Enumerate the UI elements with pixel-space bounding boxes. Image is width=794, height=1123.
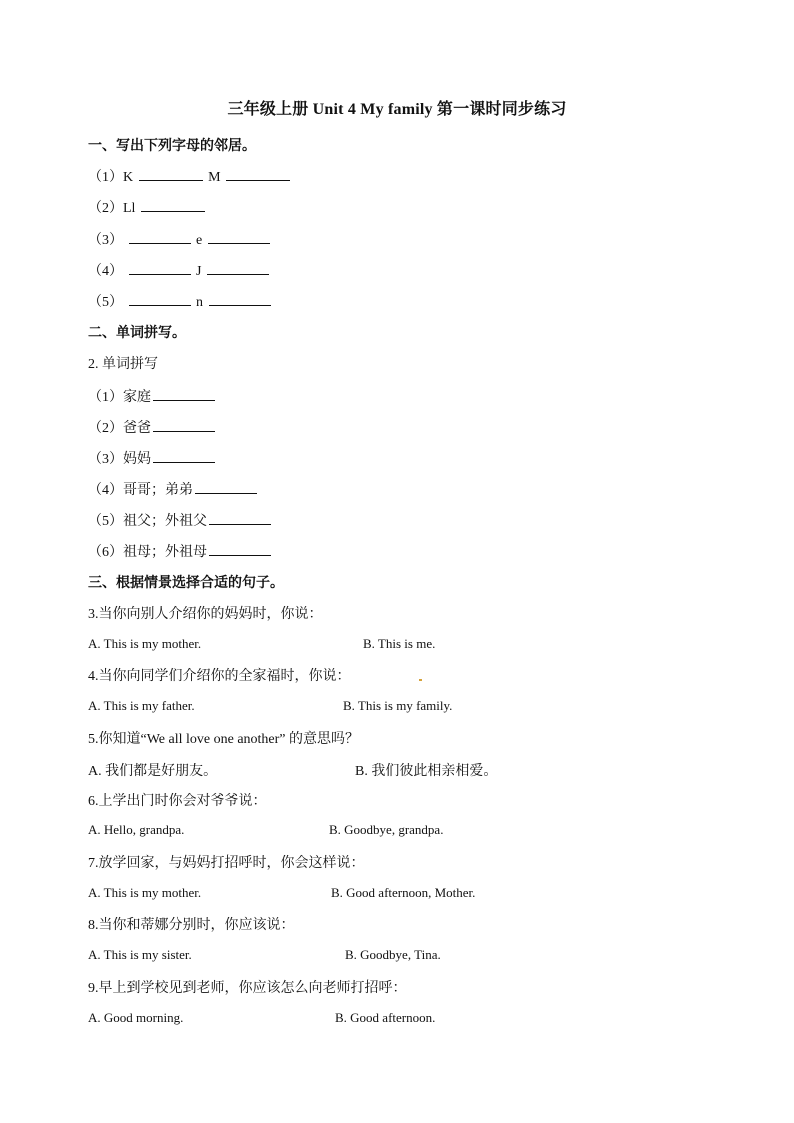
item-number: （1） <box>88 170 123 185</box>
spelling-item-4 <box>88 479 259 499</box>
item-number: （4） <box>88 264 123 279</box>
answer-blank[interactable] <box>207 273 269 275</box>
option-a[interactable]: A. Good morning. <box>88 1010 184 1025</box>
item-letter: J <box>196 264 202 279</box>
item-number: （3） <box>88 233 123 248</box>
item-number: （3） <box>88 452 123 467</box>
item-number: （2） <box>88 421 123 436</box>
item-number: （5） <box>88 514 123 529</box>
answer-blank[interactable] <box>129 273 191 275</box>
option-a[interactable]: A. This is my mother. <box>88 636 202 651</box>
answer-blank[interactable] <box>209 523 271 525</box>
item-number: （2） <box>88 201 123 216</box>
question-8: 8.当你和蒂娜分别时，你应该说： <box>88 918 295 933</box>
letter-item-5 <box>88 291 273 311</box>
item-word: 祖父；外祖父 <box>123 514 207 529</box>
item-word: 家庭 <box>123 390 151 405</box>
option-b[interactable]: B. This is my family. <box>343 698 453 713</box>
option-a[interactable]: A. This is my mother. <box>88 885 202 900</box>
item-word: 祖母；外祖母 <box>123 545 207 560</box>
item-number: （5） <box>88 295 123 310</box>
answer-blank[interactable] <box>129 304 191 306</box>
section-3-heading: 三、根据情景选择合适的句子。 <box>88 576 284 591</box>
answer-blank[interactable] <box>195 492 257 494</box>
question-6: 6.上学出门时你会对爷爷说： <box>88 794 267 809</box>
item-letter: K <box>123 170 134 185</box>
item-letter: e <box>196 233 203 248</box>
letter-item-4 <box>88 260 271 280</box>
answer-blank[interactable] <box>208 242 270 244</box>
item-letter: M <box>208 170 221 185</box>
answer-blank[interactable] <box>129 242 191 244</box>
question-9: 9.早上到学校见到老师，你应该怎么向老师打招呼： <box>88 981 407 996</box>
spelling-item-3 <box>88 448 217 468</box>
option-b[interactable]: B. Goodbye, grandpa. <box>329 822 444 837</box>
answer-blank[interactable] <box>139 179 203 181</box>
section-2-heading: 二、单词拼写。 <box>88 326 186 341</box>
option-b[interactable]: B. Good afternoon, Mother. <box>331 885 476 900</box>
option-b[interactable]: B. Good afternoon. <box>335 1010 436 1025</box>
spelling-item-5 <box>88 510 273 530</box>
option-a[interactable]: A. Hello, grandpa. <box>88 822 185 837</box>
question-7: 7.放学回家，与妈妈打招呼时，你会这样说： <box>88 856 365 871</box>
answer-blank[interactable] <box>226 179 290 181</box>
question-4: 4.当你向同学们介绍你的全家福时，你说： <box>88 669 351 684</box>
answer-blank[interactable] <box>209 304 271 306</box>
option-a[interactable]: A. This is my father. <box>88 698 195 713</box>
section-2-subheading: 2. 单词拼写 <box>88 357 158 372</box>
item-number: （6） <box>88 545 123 560</box>
question-3: 3.当你向别人介绍你的妈妈时，你说： <box>88 607 323 622</box>
letter-item-3 <box>88 229 272 249</box>
item-word: 爸爸 <box>123 421 151 436</box>
option-b[interactable]: B. 我们彼此相亲相爱。 <box>355 764 498 779</box>
section-1-heading: 一、写出下列字母的邻居。 <box>88 139 256 154</box>
item-word: 妈妈 <box>123 452 151 467</box>
spelling-item-1 <box>88 386 217 406</box>
letter-item-1 <box>88 166 292 186</box>
item-number: （4） <box>88 483 123 498</box>
answer-blank[interactable] <box>209 554 271 556</box>
stray-mark <box>419 679 422 681</box>
option-b[interactable]: B. Goodbye, Tina. <box>345 947 441 962</box>
spelling-item-2 <box>88 417 217 437</box>
option-a[interactable]: A. This is my sister. <box>88 947 192 962</box>
item-number: （1） <box>88 390 123 405</box>
answer-blank[interactable] <box>153 430 215 432</box>
question-5: 5.你知道“We all love one another” 的意思吗？ <box>88 732 360 747</box>
answer-blank[interactable] <box>153 461 215 463</box>
item-word: 哥哥；弟弟 <box>123 483 193 498</box>
spelling-item-6 <box>88 541 273 561</box>
option-b[interactable]: B. This is me. <box>363 636 436 651</box>
answer-blank[interactable] <box>141 210 205 212</box>
option-a[interactable]: A. 我们都是好朋友。 <box>88 764 218 779</box>
answer-blank[interactable] <box>153 399 215 401</box>
item-letter: Ll <box>123 201 136 216</box>
page-title: 三年级上册 Unit 4 My family 第一课时同步练习 <box>227 101 567 118</box>
item-letter: n <box>196 295 203 310</box>
letter-item-2 <box>88 197 207 217</box>
